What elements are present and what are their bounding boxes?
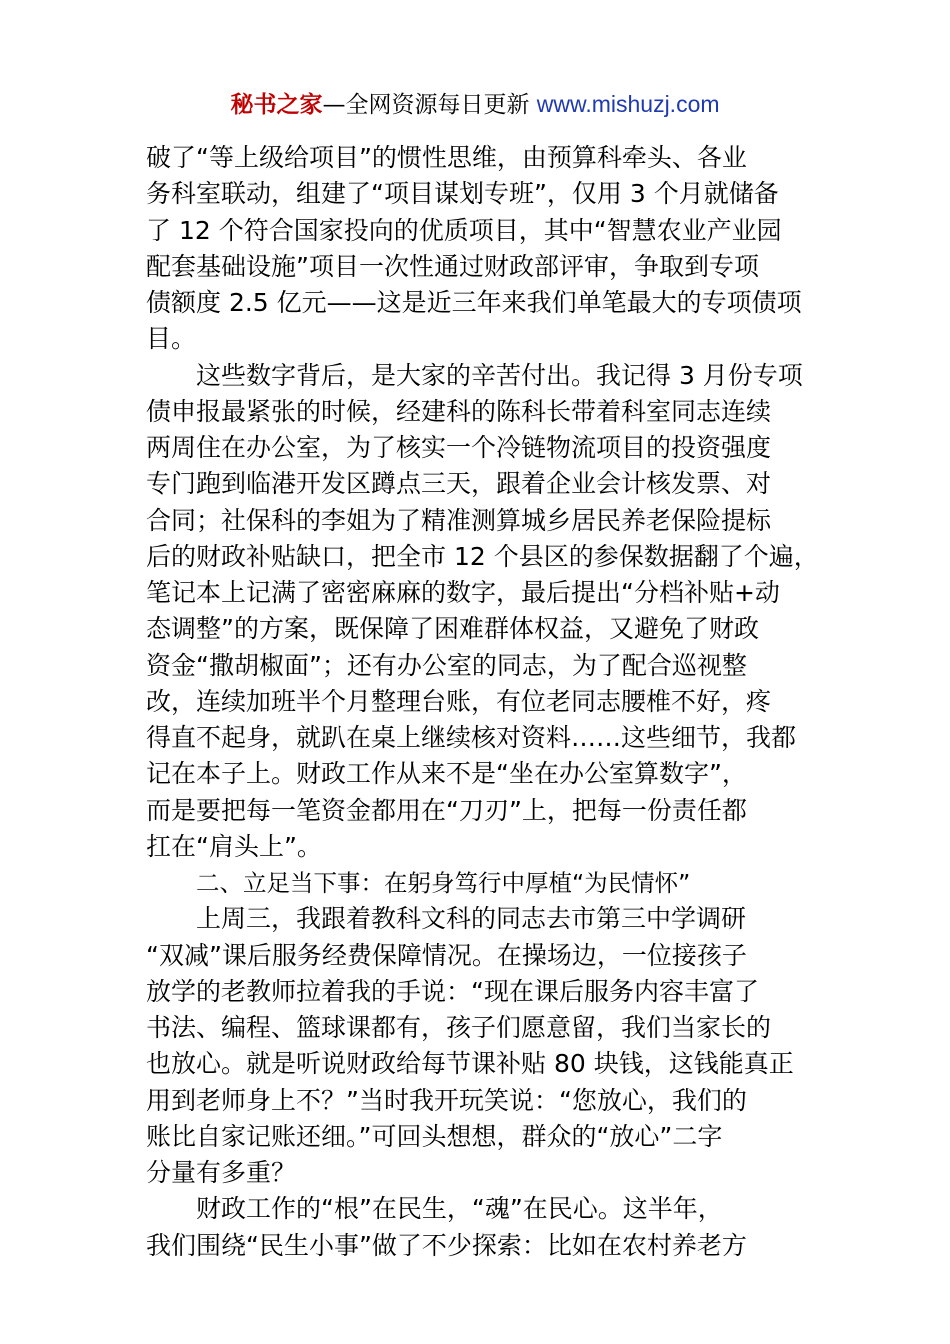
text-line: 而是要把每一笔资金都用在“刀刃”上，把每一份责任都 (146, 795, 747, 825)
text-line: 得直不起身，就趴在桌上继续核对资料……这些细节，我都 (146, 723, 797, 752)
text-line: 合同；社保科的李姐为了精准测算城乡居民养老保险提标 (146, 505, 772, 535)
text-line: 债申报最紧张的时候，经建科的陈科长带着科室同志连续 (146, 396, 772, 426)
text-line: 书法、编程、篮球课都有，孩子们愿意留，我们当家长的 (146, 1013, 772, 1042)
site-url-link[interactable]: www.mishuzj.com (536, 91, 720, 117)
paragraph-start-line: 财政工作的“根”在民生，“魂”在民心。这半年， (196, 1194, 723, 1224)
text-line: 账比自家记账还细。”可回头想想，群众的“放心”二字 (146, 1121, 723, 1151)
text-line: 放学的老教师拉着我的手说：“现在课后服务内容丰富了 (146, 976, 759, 1006)
text-line: 用到老师身上不？”当时我开玩笑说：“您放心，我们的 (146, 1085, 747, 1115)
text-line: 务科室联动，组建了“项目谋划专班”，仅用 3 个月就储备 (146, 179, 779, 209)
text-line: 记在本子上。财政工作从来不是“坐在办公室算数字”， (146, 759, 747, 789)
text-line: 扛在“肩头上”。 (146, 831, 322, 861)
page-header (0, 88, 950, 121)
header-tagline: —全网资源每日更新 (322, 92, 537, 118)
paragraph-start-line: 上周三，我跟着教科文科的同志去市第三中学调研 (196, 904, 747, 934)
text-line: 分量有多重？ (146, 1158, 297, 1187)
text-line: 两周住在办公室，为了核实一个冷链物流项目的投资强度 (146, 433, 772, 462)
brand-name: 秘书之家 (230, 92, 323, 118)
text-line: 态调整”的方案，既保障了困难群体权益，又避免了财政 (146, 614, 759, 644)
text-line: 了 12 个符合国家投向的优质项目，其中“智慧农业产业园 (146, 215, 782, 245)
text-line: 破了“等上级给项目”的惯性思维，由预算科牵头、各业 (146, 143, 747, 172)
text-line: 改，连续加班半个月整理台账，有位老同志腰椎不好，疼 (146, 686, 772, 716)
document-body (146, 140, 819, 1264)
text-line: 也放心。就是听说财政给每节课补贴 80 块钱，这钱能真正 (146, 1049, 794, 1079)
text-line: 债额度 2.5 亿元——这是近三年来我们单笔最大的专项债项 (146, 288, 802, 317)
section-heading: 二、立足当下事：在躬身笃行中厚植“为民情怀” (196, 869, 691, 897)
text-line: 笔记本上记满了密密麻麻的数字，最后提出“分档补贴+动 (146, 578, 780, 607)
paragraph-start-line: 这些数字背后，是大家的辛苦付出。我记得 3 月份专项 (196, 360, 803, 390)
text-line: 专门跑到临港开发区蹲点三天，跟着企业会计核发票、对 (146, 469, 772, 499)
text-line: 我们围绕“民生小事”做了不少探索：比如在农村养老方 (146, 1230, 747, 1260)
text-line: “双减”课后服务经费保障情况。在操场边，一位接孩子 (146, 940, 747, 970)
text-line: 资金“撒胡椒面”；还有办公室的同志，为了配合巡视整 (146, 650, 747, 680)
text-line: 目。 (146, 324, 197, 354)
text-line: 配套基础设施”项目一次性通过财政部评审，争取到专项 (146, 251, 759, 281)
text-line: 后的财政补贴缺口，把全市 12 个县区的参保数据翻了个遍， (146, 541, 819, 571)
